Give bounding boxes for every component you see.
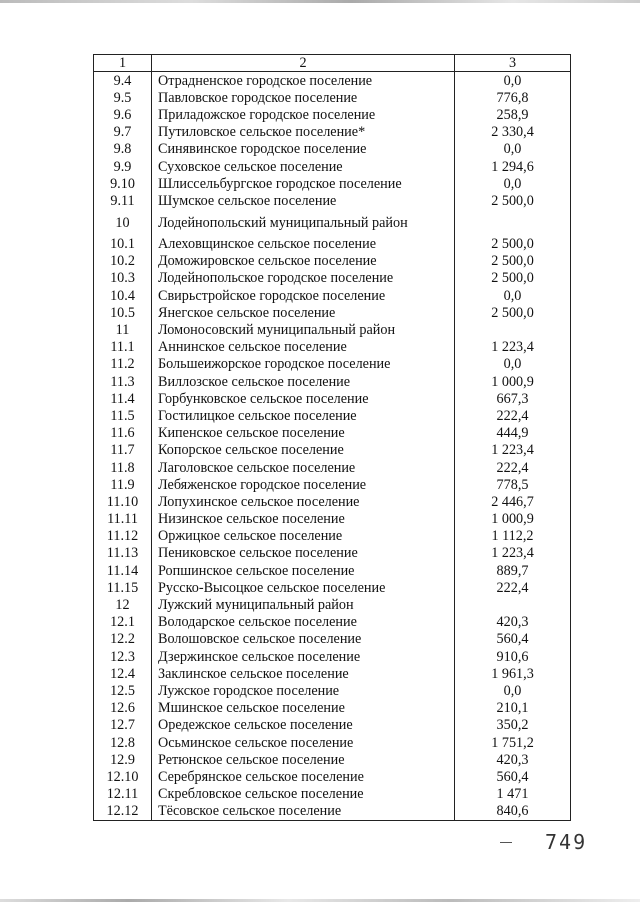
row-name: Алеховщинское сельское поселение [152, 236, 455, 253]
row-name: Осьминское сельское поселение [152, 734, 455, 751]
row-value: 0,0 [455, 682, 571, 699]
row-number: 11.6 [94, 425, 152, 442]
row-name: Янегское сельское поселение [152, 304, 455, 321]
row-name: Приладожское городское поселение [152, 106, 455, 123]
row-value [455, 210, 571, 236]
row-value: 2 330,4 [455, 124, 571, 141]
table-row [94, 665, 571, 682]
row-number: 10.2 [94, 253, 152, 270]
row-value: 2 500,0 [455, 236, 571, 253]
row-number: 12.3 [94, 648, 152, 665]
table-row [94, 192, 571, 209]
row-name: Скребловское сельское поселение [152, 786, 455, 803]
page-dash [500, 842, 512, 843]
row-value: 1 000,9 [455, 373, 571, 390]
row-value: 1 223,4 [455, 545, 571, 562]
row-name: Отрадненское городское поселение [152, 72, 455, 90]
row-name: Заклинское сельское поселение [152, 665, 455, 682]
table-row [94, 511, 571, 528]
row-value: 444,9 [455, 425, 571, 442]
row-number: 11.11 [94, 511, 152, 528]
row-value: 1 294,6 [455, 158, 571, 175]
row-number: 10.3 [94, 270, 152, 287]
row-value: 0,0 [455, 72, 571, 90]
table-row [94, 141, 571, 158]
row-number: 11.9 [94, 476, 152, 493]
row-name: Доможировское сельское поселение [152, 253, 455, 270]
table-row [94, 339, 571, 356]
row-number: 9.4 [94, 72, 152, 90]
table-section-row [94, 596, 571, 613]
row-number: 11.15 [94, 579, 152, 596]
table-row [94, 373, 571, 390]
row-value: 0,0 [455, 175, 571, 192]
table-row [94, 72, 571, 90]
column-header-value: 3 [455, 55, 571, 72]
row-number: 11.3 [94, 373, 152, 390]
row-value [455, 596, 571, 613]
row-name: Мшинское сельское поселение [152, 700, 455, 717]
row-number: 11.7 [94, 442, 152, 459]
table-header-row [94, 55, 571, 72]
table-row [94, 407, 571, 424]
row-name: Шумское сельское поселение [152, 192, 455, 209]
row-value: 0,0 [455, 141, 571, 158]
row-number: 12.10 [94, 768, 152, 785]
row-number: 9.6 [94, 106, 152, 123]
row-name: Володарское сельское поселение [152, 614, 455, 631]
row-value: 2 446,7 [455, 493, 571, 510]
table-row [94, 106, 571, 123]
table-row [94, 175, 571, 192]
settlements-table [93, 54, 571, 821]
row-value: 889,7 [455, 562, 571, 579]
row-value: 350,2 [455, 717, 571, 734]
row-number: 11.12 [94, 528, 152, 545]
row-number: 11.13 [94, 545, 152, 562]
row-name: Свирьстройское городское поселение [152, 287, 455, 304]
scan-edge-top [0, 0, 640, 3]
page-number: 749 [545, 830, 588, 854]
table-row [94, 442, 571, 459]
table-row [94, 459, 571, 476]
table-row [94, 528, 571, 545]
row-value: 776,8 [455, 89, 571, 106]
row-number: 12.2 [94, 631, 152, 648]
row-value: 420,3 [455, 614, 571, 631]
row-name: Низинское сельское поселение [152, 511, 455, 528]
row-name: Ломоносовский муниципальный район [152, 321, 455, 338]
table-body [94, 72, 571, 821]
row-value: 840,6 [455, 803, 571, 821]
row-number: 11.5 [94, 407, 152, 424]
table-row [94, 648, 571, 665]
row-name: Ропшинское сельское поселение [152, 562, 455, 579]
table-row [94, 562, 571, 579]
row-value: 560,4 [455, 768, 571, 785]
row-name: Суховское сельское поселение [152, 158, 455, 175]
row-name: Ретюнское сельское поселение [152, 751, 455, 768]
row-name: Русско-Высоцкое сельское поселение [152, 579, 455, 596]
row-number: 11.10 [94, 493, 152, 510]
row-name: Оредежское сельское поселение [152, 717, 455, 734]
row-value: 1 223,4 [455, 442, 571, 459]
row-number: 9.8 [94, 141, 152, 158]
row-name: Аннинское сельское поселение [152, 339, 455, 356]
row-name: Виллозское сельское поселение [152, 373, 455, 390]
row-number: 11.1 [94, 339, 152, 356]
row-value: 1 961,3 [455, 665, 571, 682]
table-row [94, 682, 571, 699]
row-number: 11.14 [94, 562, 152, 579]
row-value: 778,5 [455, 476, 571, 493]
row-name: Горбунковское сельское поселение [152, 390, 455, 407]
row-name: Лодейнопольское городское поселение [152, 270, 455, 287]
row-name: Большеижорское городское поселение [152, 356, 455, 373]
table-section-row [94, 321, 571, 338]
table-row [94, 158, 571, 175]
table-row [94, 476, 571, 493]
row-value: 2 500,0 [455, 304, 571, 321]
row-name: Лодейнопольский муниципальный район [152, 210, 455, 236]
row-value: 1 471 [455, 786, 571, 803]
row-value: 222,4 [455, 407, 571, 424]
table-row [94, 493, 571, 510]
scan-edge-bottom [0, 899, 640, 902]
table-row [94, 270, 571, 287]
row-number: 12.6 [94, 700, 152, 717]
row-name: Лебяженское городское поселение [152, 476, 455, 493]
table-row [94, 304, 571, 321]
row-number: 11.4 [94, 390, 152, 407]
row-value: 0,0 [455, 287, 571, 304]
table-section-row [94, 210, 571, 236]
row-name: Шлиссельбургское городское поселение [152, 175, 455, 192]
row-value: 1 000,9 [455, 511, 571, 528]
table-row [94, 356, 571, 373]
row-number: 12.9 [94, 751, 152, 768]
table-row [94, 614, 571, 631]
row-value: 667,3 [455, 390, 571, 407]
row-name: Лаголовское сельское поселение [152, 459, 455, 476]
row-name: Лужское городское поселение [152, 682, 455, 699]
row-name: Синявинское городское поселение [152, 141, 455, 158]
row-number: 12.5 [94, 682, 152, 699]
row-number: 12.11 [94, 786, 152, 803]
row-name: Оржицкое сельское поселение [152, 528, 455, 545]
row-value [455, 321, 571, 338]
row-value: 420,3 [455, 751, 571, 768]
row-number: 12.8 [94, 734, 152, 751]
row-number: 9.5 [94, 89, 152, 106]
table-row [94, 236, 571, 253]
row-value: 910,6 [455, 648, 571, 665]
row-name: Волошовское сельское поселение [152, 631, 455, 648]
table-row [94, 803, 571, 821]
row-name: Тёсовское сельское поселение [152, 803, 455, 821]
column-header-name: 2 [152, 55, 455, 72]
table-row [94, 631, 571, 648]
row-value: 2 500,0 [455, 192, 571, 209]
row-number: 10.5 [94, 304, 152, 321]
row-number: 12 [94, 596, 152, 613]
row-value: 0,0 [455, 356, 571, 373]
table-row [94, 253, 571, 270]
table-row [94, 734, 571, 751]
row-value: 210,1 [455, 700, 571, 717]
row-number: 9.11 [94, 192, 152, 209]
row-number: 10 [94, 210, 152, 236]
table-row [94, 425, 571, 442]
table-row [94, 390, 571, 407]
row-value: 222,4 [455, 579, 571, 596]
row-name: Гостилицкое сельское поселение [152, 407, 455, 424]
row-name: Копорское сельское поселение [152, 442, 455, 459]
row-number: 12.12 [94, 803, 152, 821]
row-number: 9.9 [94, 158, 152, 175]
table-row [94, 768, 571, 785]
row-value: 222,4 [455, 459, 571, 476]
row-name: Пениковское сельское поселение [152, 545, 455, 562]
row-value: 2 500,0 [455, 270, 571, 287]
row-value: 258,9 [455, 106, 571, 123]
row-number: 9.7 [94, 124, 152, 141]
table-row [94, 717, 571, 734]
row-value: 1 112,2 [455, 528, 571, 545]
table-row [94, 700, 571, 717]
row-number: 11.8 [94, 459, 152, 476]
row-name: Кипенское сельское поселение [152, 425, 455, 442]
row-number: 10.1 [94, 236, 152, 253]
row-value: 1 223,4 [455, 339, 571, 356]
table-row [94, 579, 571, 596]
row-number: 12.7 [94, 717, 152, 734]
row-value: 1 751,2 [455, 734, 571, 751]
row-number: 12.4 [94, 665, 152, 682]
row-name: Павловское городское поселение [152, 89, 455, 106]
row-name: Лопухинское сельское поселение [152, 493, 455, 510]
row-name: Серебрянское сельское поселение [152, 768, 455, 785]
table-row [94, 124, 571, 141]
row-number: 11 [94, 321, 152, 338]
row-name: Дзержинское сельское поселение [152, 648, 455, 665]
column-header-number: 1 [94, 55, 152, 72]
row-value: 2 500,0 [455, 253, 571, 270]
row-number: 11.2 [94, 356, 152, 373]
row-number: 10.4 [94, 287, 152, 304]
row-number: 9.10 [94, 175, 152, 192]
table-row [94, 751, 571, 768]
table-row [94, 545, 571, 562]
table-row [94, 786, 571, 803]
table-row [94, 287, 571, 304]
row-value: 560,4 [455, 631, 571, 648]
row-number: 12.1 [94, 614, 152, 631]
row-name: Путиловское сельское поселение* [152, 124, 455, 141]
row-name: Лужский муниципальный район [152, 596, 455, 613]
table-row [94, 89, 571, 106]
